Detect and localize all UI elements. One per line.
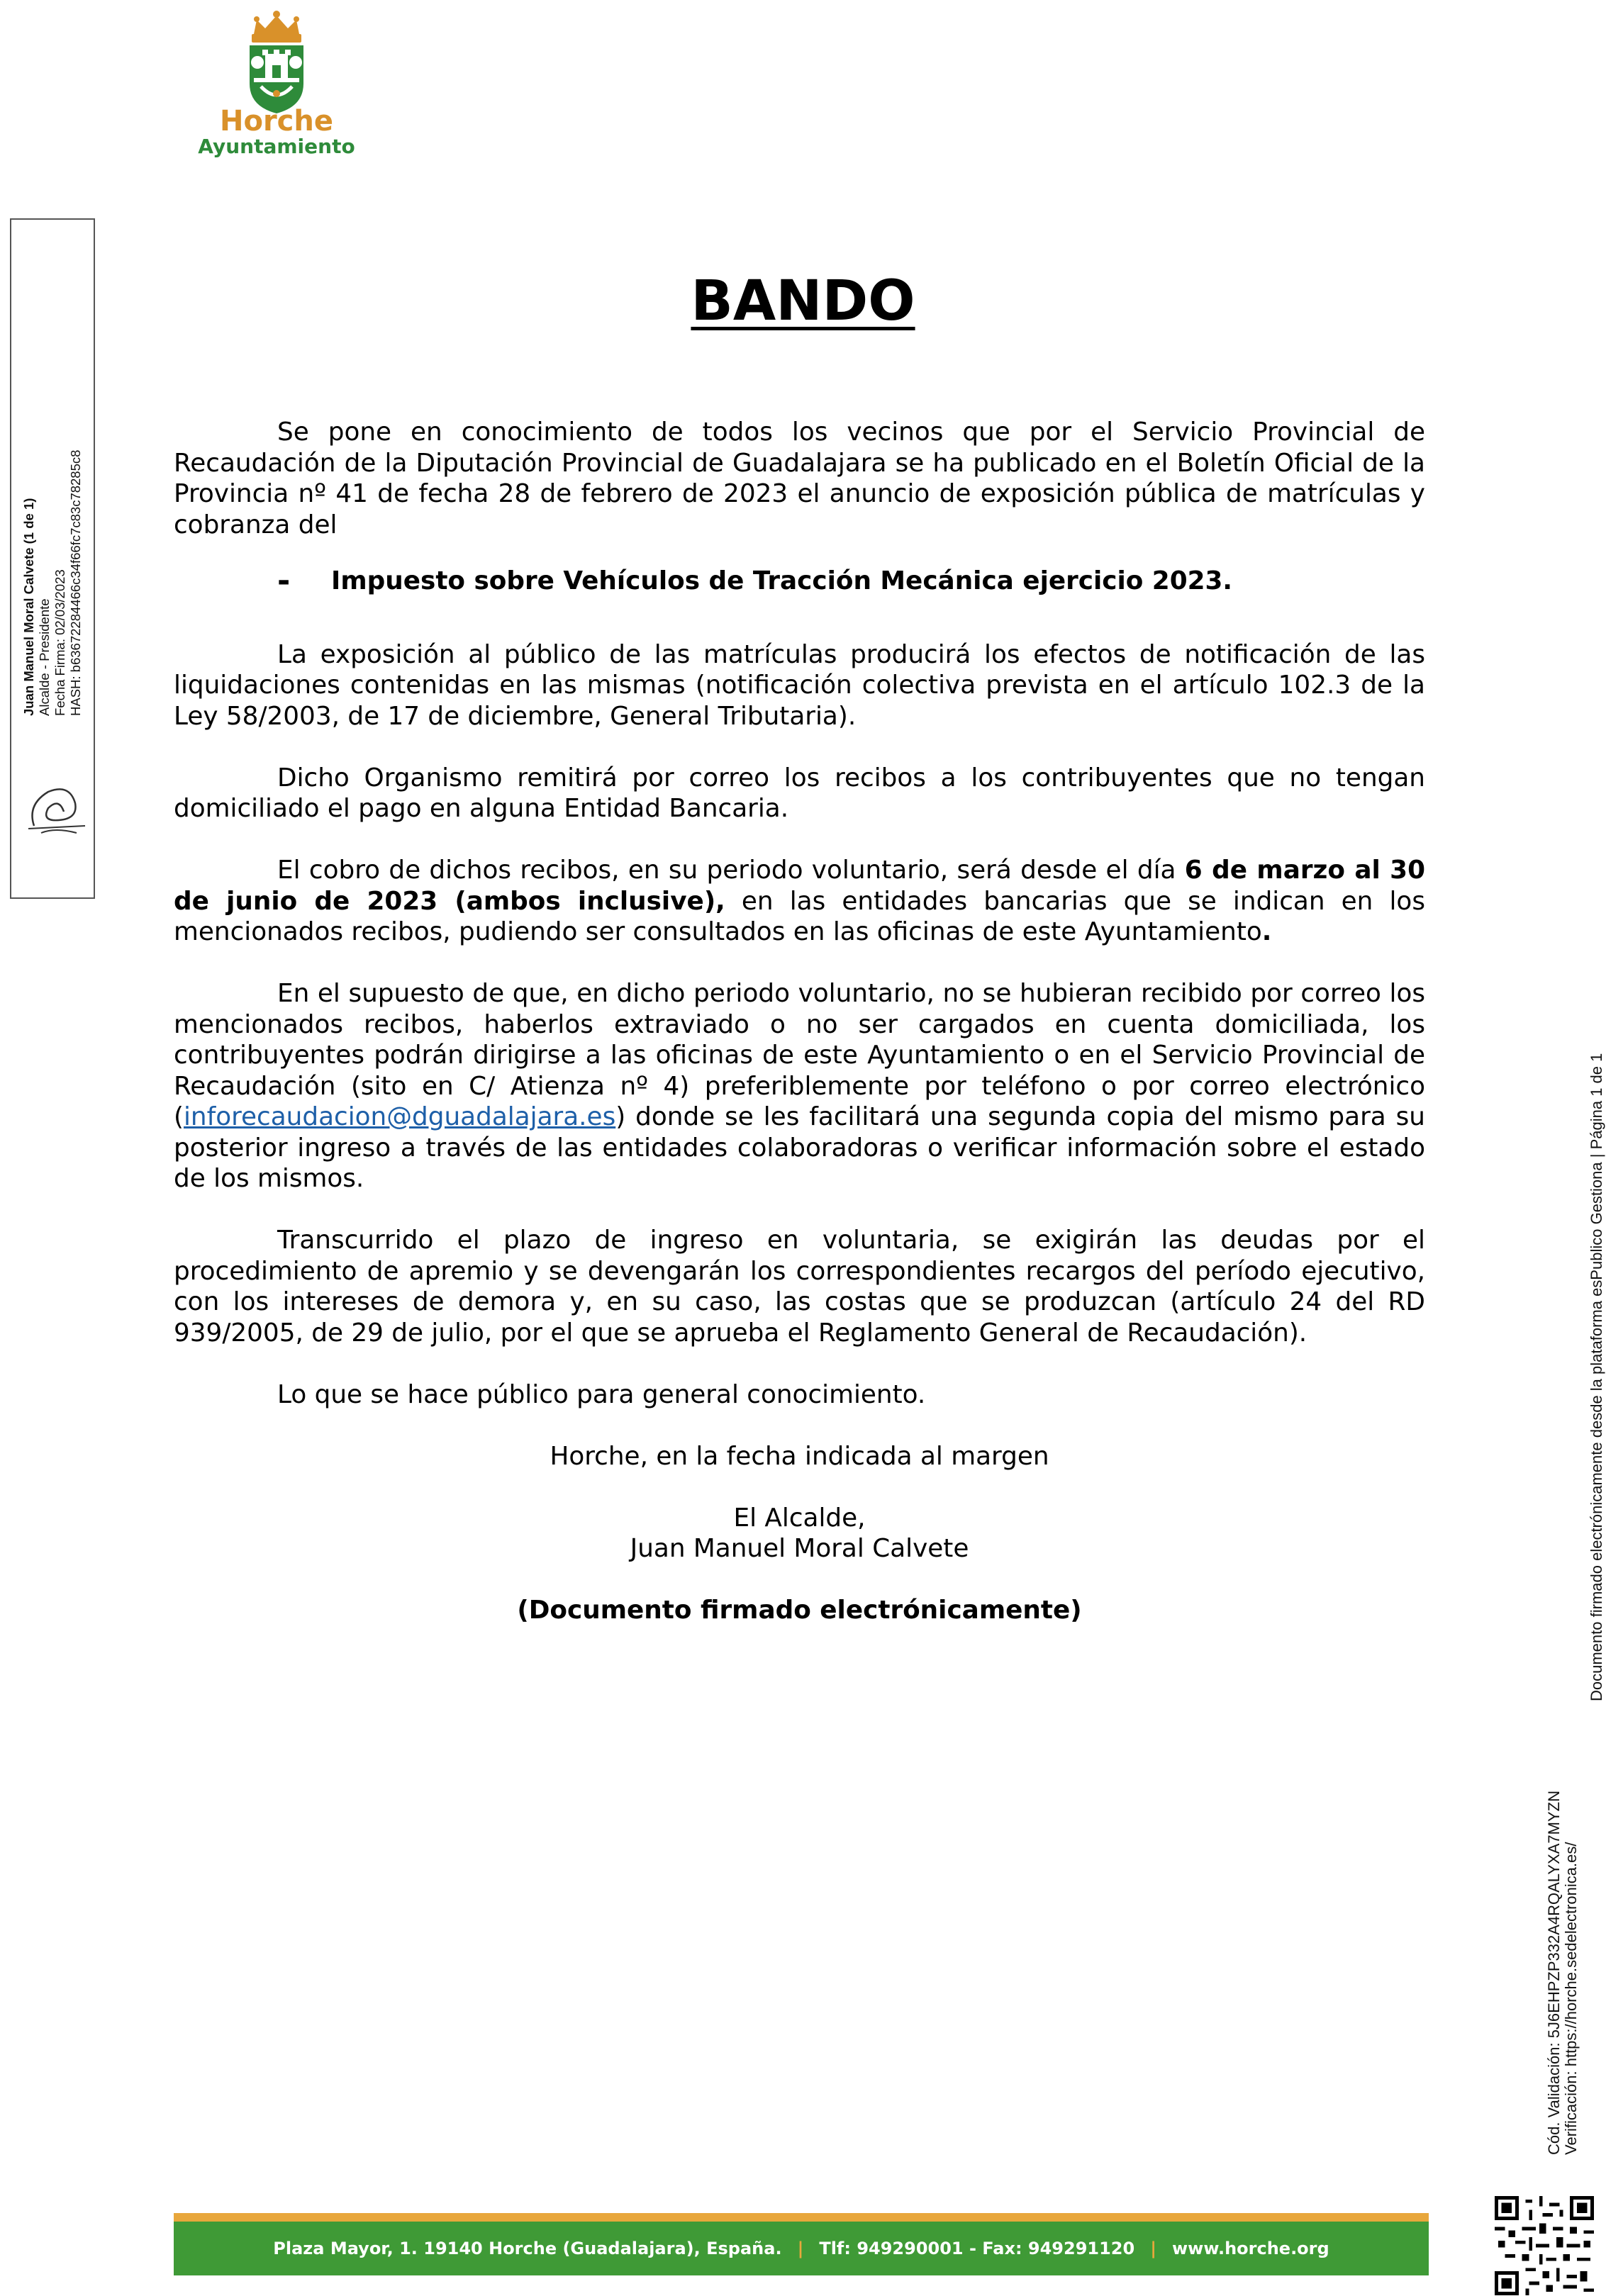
- signer-title: El Alcalde,: [733, 1503, 866, 1533]
- platform-note: Documento firmado electrónicamente desde la plataforma esPublico Gestiona: [1588, 1162, 1605, 1701]
- footer-stripe: [174, 2213, 1429, 2222]
- logo-name: Horche: [220, 105, 333, 138]
- email-link[interactable]: inforecaudacion@dguadalajara.es: [183, 1102, 616, 1131]
- payment-dates: 6 de marzo al 30 de junio de 2023 (ambos inclusive),: [174, 856, 1425, 916]
- p4-post: ) donde se les facilitará una segunda copia del mismo para su posterior ingreso a través de las entidades colaboradoras o verificar información sobre el estado de los mismos.: [174, 1102, 1425, 1193]
- signer-stamp-role: Alcalde - Presidente: [37, 598, 52, 716]
- place-date: Horche, en la fecha indicada al margen: [550, 1441, 1049, 1471]
- footer-address: Plaza Mayor, 1. 19140 Horche (Guadalajara), España.: [273, 2239, 782, 2258]
- page-number: Página 1 de 1: [1588, 1053, 1605, 1150]
- footer-website[interactable]: www.horche.org: [1171, 2239, 1329, 2258]
- p3-pre: El cobro de dichos recibos, en su periodo voluntario, será desde el día: [277, 856, 1185, 885]
- verification-url: Verificación: https://horche.sedelectronica.es/: [1562, 1842, 1580, 2155]
- p3-post: en las entidades bancarias que se indican en los mencionados recibos, pudiendo ser consultados en las oficinas de este Ayuntamiento: [174, 886, 1425, 946]
- logo-subtitle: Ayuntamiento: [198, 135, 355, 158]
- document-body: [174, 417, 1425, 1626]
- paragraph-closing: Lo que se hace público para general conocimiento.: [277, 1379, 926, 1409]
- electronic-signature-note: (Documento firmado electrónicamente): [517, 1596, 1082, 1625]
- signer-stamp-hash: HASH: b63672284466c34f66fc7c83c78285c8: [68, 449, 83, 716]
- title-text: BANDO: [691, 269, 915, 333]
- paragraph-contact: [174, 978, 1425, 1194]
- bullet-dash: -: [277, 563, 291, 599]
- paragraph-payment-period: [174, 855, 1425, 948]
- p3-end: .: [1261, 917, 1272, 946]
- intro-paragraph: Se pone en conocimiento de todos los vecinos que por el Servicio Provincial de Recaudación de la Diputación Provincial de Guadalajara se ha publicado en el Boletín Oficial de la Provincia nº 41 de fecha 28 de febrero de 2023 el anuncio de exposición pública de matrículas y cobranza del: [174, 418, 1425, 539]
- bullet-item: [174, 563, 1425, 599]
- platform-page-info: Documento firmado electrónicamente desde la plataforma esPublico Gestiona | Página 1 de 1: [1588, 1053, 1605, 1701]
- signature-stamp-text: [21, 450, 84, 716]
- signer-name: Juan Manuel Moral Calvete: [630, 1534, 969, 1563]
- validation-code: Cód. Validación: 5J6EHPZP332A4RQALYXA7MYZN: [1545, 1791, 1563, 2155]
- footer-phone: Tlf: 949290001 - Fax: 949291120: [819, 2239, 1135, 2258]
- paragraph-mail: Dicho Organismo remitirá por correo los recibos a los contribuyentes que no tengan domiciliado el pago en alguna Entidad Bancaria.: [174, 763, 1425, 823]
- signer-stamp-name: Juan Manuel Moral Calvete (1 de 1): [21, 498, 36, 716]
- verification-block: [1546, 1791, 1580, 2155]
- footer-bar: [174, 2222, 1429, 2275]
- bullet-text: Impuesto sobre Vehículos de Tracción Mecánica ejercicio 2023.: [331, 566, 1233, 595]
- footer-separator: |: [797, 2239, 804, 2258]
- footer-separator: |: [1150, 2239, 1156, 2258]
- paragraph-exposure: La exposición al público de las matrículas producirá los efectos de notificación de las liquidaciones contenidas en las mismas (notificación colectiva prevista en el artículo 102.3 de la Ley 58/2003, de 17 de diciembre, General Tributaria).: [174, 639, 1425, 731]
- signature-scribble-icon: [20, 776, 91, 840]
- paragraph-enforcement: Transcurrido el plazo de ingreso en voluntaria, se exigirán las deudas por el procedimiento de apremio y se devengarán los correspondientes recargos del período ejecutivo, con los intereses de demora y, en su caso, las costas que se produzcan (artículo 24 del RD 939/2005, de 29 de julio, por el que se aprueba el Reglamento General de Recaudación).: [174, 1226, 1425, 1348]
- page-footer: [174, 2213, 1429, 2275]
- document-title: [0, 266, 1606, 337]
- signer-stamp-date: Fecha Firma: 02/03/2023: [52, 569, 67, 716]
- qr-code-icon: [1495, 2196, 1594, 2295]
- p4-pre: En el supuesto de que, en dicho periodo voluntario, no se hubieran recibido por correo los mencionados recibos, haberlos extraviado o no ser cargados en cuenta domiciliada, los contribuyentes podrán dirigirse a las oficinas de este Ayuntamiento o en el Servicio Provincial de Recaudación (sito en C/ Atienza nº 4) preferiblemente por teléfono o por correo electrónico (: [174, 979, 1425, 1131]
